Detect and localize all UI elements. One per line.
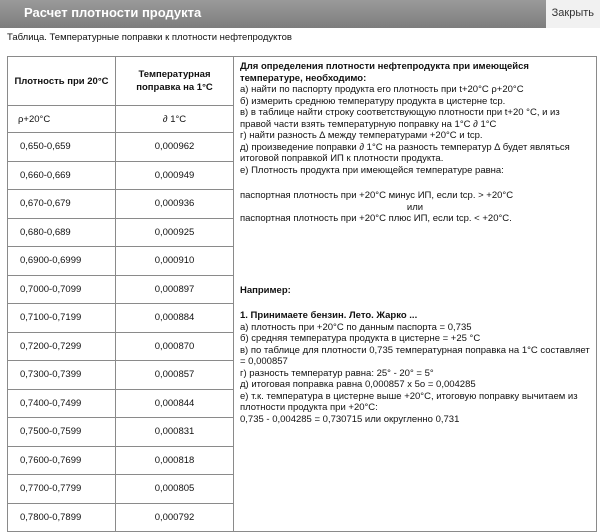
- example-step-g: г) разность температур равна: 25° - 20° = 5°: [240, 367, 434, 379]
- correction-value: 0,000857: [116, 361, 234, 390]
- correction-value: 0,000910: [116, 247, 234, 276]
- correction-value: 0,000870: [116, 332, 234, 361]
- formula-minus: паспортная плотность при +20°С минус ИП, если tср. > +20°С: [240, 190, 514, 201]
- density-range: 0,7000-0,7099: [8, 275, 116, 304]
- correction-value: 0,000962: [116, 133, 234, 162]
- instruction-step-b: б) измерить среднюю температуру продукта в цистерне tср.: [240, 95, 506, 107]
- example-step-a: а) плотность при +20°С по данным паспорта = 0,735: [240, 321, 472, 333]
- density-symbol: ρ+20°С: [8, 106, 116, 133]
- density-range: 0,7500-0,7599: [8, 418, 116, 447]
- example-title: Например:: [240, 284, 291, 296]
- correction-value: 0,000897: [116, 275, 234, 304]
- correction-value: 0,000792: [116, 503, 234, 532]
- example-step-b: б) средняя температура продукта в цистерне = +25 °С: [240, 333, 481, 344]
- correction-value: 0,000805: [116, 475, 234, 504]
- example-heading: 1. Принимаете бензин. Лето. Жарко ...: [240, 310, 418, 321]
- example-step-e: е) т.к. температура в цистерне выше +20°С, итоговую поправку вычитаем из плотности продукта при +20°С:: [240, 390, 578, 413]
- window-title: Расчет плотности продукта: [24, 5, 202, 20]
- density-range: 0,7400-0,7499: [8, 389, 116, 418]
- correction-value: 0,000936: [116, 190, 234, 219]
- density-range: 0,7600-0,7699: [8, 446, 116, 475]
- instruction-step-a: а) найти по паспорту продукта его плотность при t+20°С ρ+20°С: [240, 84, 524, 95]
- density-range: 0,660-0,669: [8, 161, 116, 190]
- example-step-d: д) итоговая поправка равна 0,000857 х 5о = 0,004285: [240, 379, 476, 390]
- correction-symbol: ∂ 1°С: [116, 106, 234, 133]
- density-range: 0,670-0,679: [8, 190, 116, 219]
- density-range: 0,6900-0,6999: [8, 247, 116, 276]
- table-caption: Таблица. Температурные поправки к плотности нефтепродуктов: [7, 32, 292, 43]
- formula-plus: паспортная плотность при +20°С плюс ИП, если tср. < +20°С.: [240, 213, 512, 224]
- correction-value: 0,000949: [116, 161, 234, 190]
- correction-value: 0,000884: [116, 304, 234, 333]
- density-table-container: [7, 56, 599, 532]
- density-range: 0,7100-0,7199: [8, 304, 116, 333]
- column-header-density: Плотность при 20°С: [8, 57, 116, 106]
- instruction-step-v: в) в таблице найти строку соответствующую плотности при t+20 °С, и из правой части взять температурную поправку на 1°С ∂ 1°С: [240, 107, 560, 130]
- instructions-heading: Для определения плотности нефтепродукта при имеющейся температуре, необходимо:: [240, 61, 529, 84]
- formula-or: или: [406, 201, 424, 213]
- density-range: 0,680-0,689: [8, 218, 116, 247]
- density-range: 0,7800-0,7899: [8, 503, 116, 532]
- column-header-correction: Температурная поправка на 1°С: [116, 57, 234, 106]
- density-range: 0,7700-0,7799: [8, 475, 116, 504]
- close-button[interactable]: Закрыть: [546, 0, 600, 28]
- instruction-step-g: г) найти разность ∆ между температурами +20°С и tср.: [240, 130, 483, 141]
- instruction-step-d: д) произведение поправки ∂ 1°С на разность температур ∆ будет являться итоговой поправкой ИП к плотности продукта.: [240, 141, 570, 164]
- correction-value: 0,000831: [116, 418, 234, 447]
- correction-value: 0,000844: [116, 389, 234, 418]
- density-correction-table: [7, 56, 597, 532]
- density-range: 0,7200-0,7299: [8, 332, 116, 361]
- instruction-step-e: е) Плотность продукта при имеющейся температуре равна:: [240, 164, 504, 176]
- correction-value: 0,000925: [116, 218, 234, 247]
- title-bar: [0, 0, 600, 28]
- instructions-panel: [234, 57, 597, 532]
- example-step-v: в) по таблице для плотности 0,735 температурная поправка на 1°С составляет = 0,000857: [240, 344, 590, 367]
- density-range: 0,650-0,659: [8, 133, 116, 162]
- example-result: 0,735 - 0,004285 = 0,730715 или округленно 0,731: [240, 413, 460, 425]
- correction-value: 0,000818: [116, 446, 234, 475]
- density-range: 0,7300-0,7399: [8, 361, 116, 390]
